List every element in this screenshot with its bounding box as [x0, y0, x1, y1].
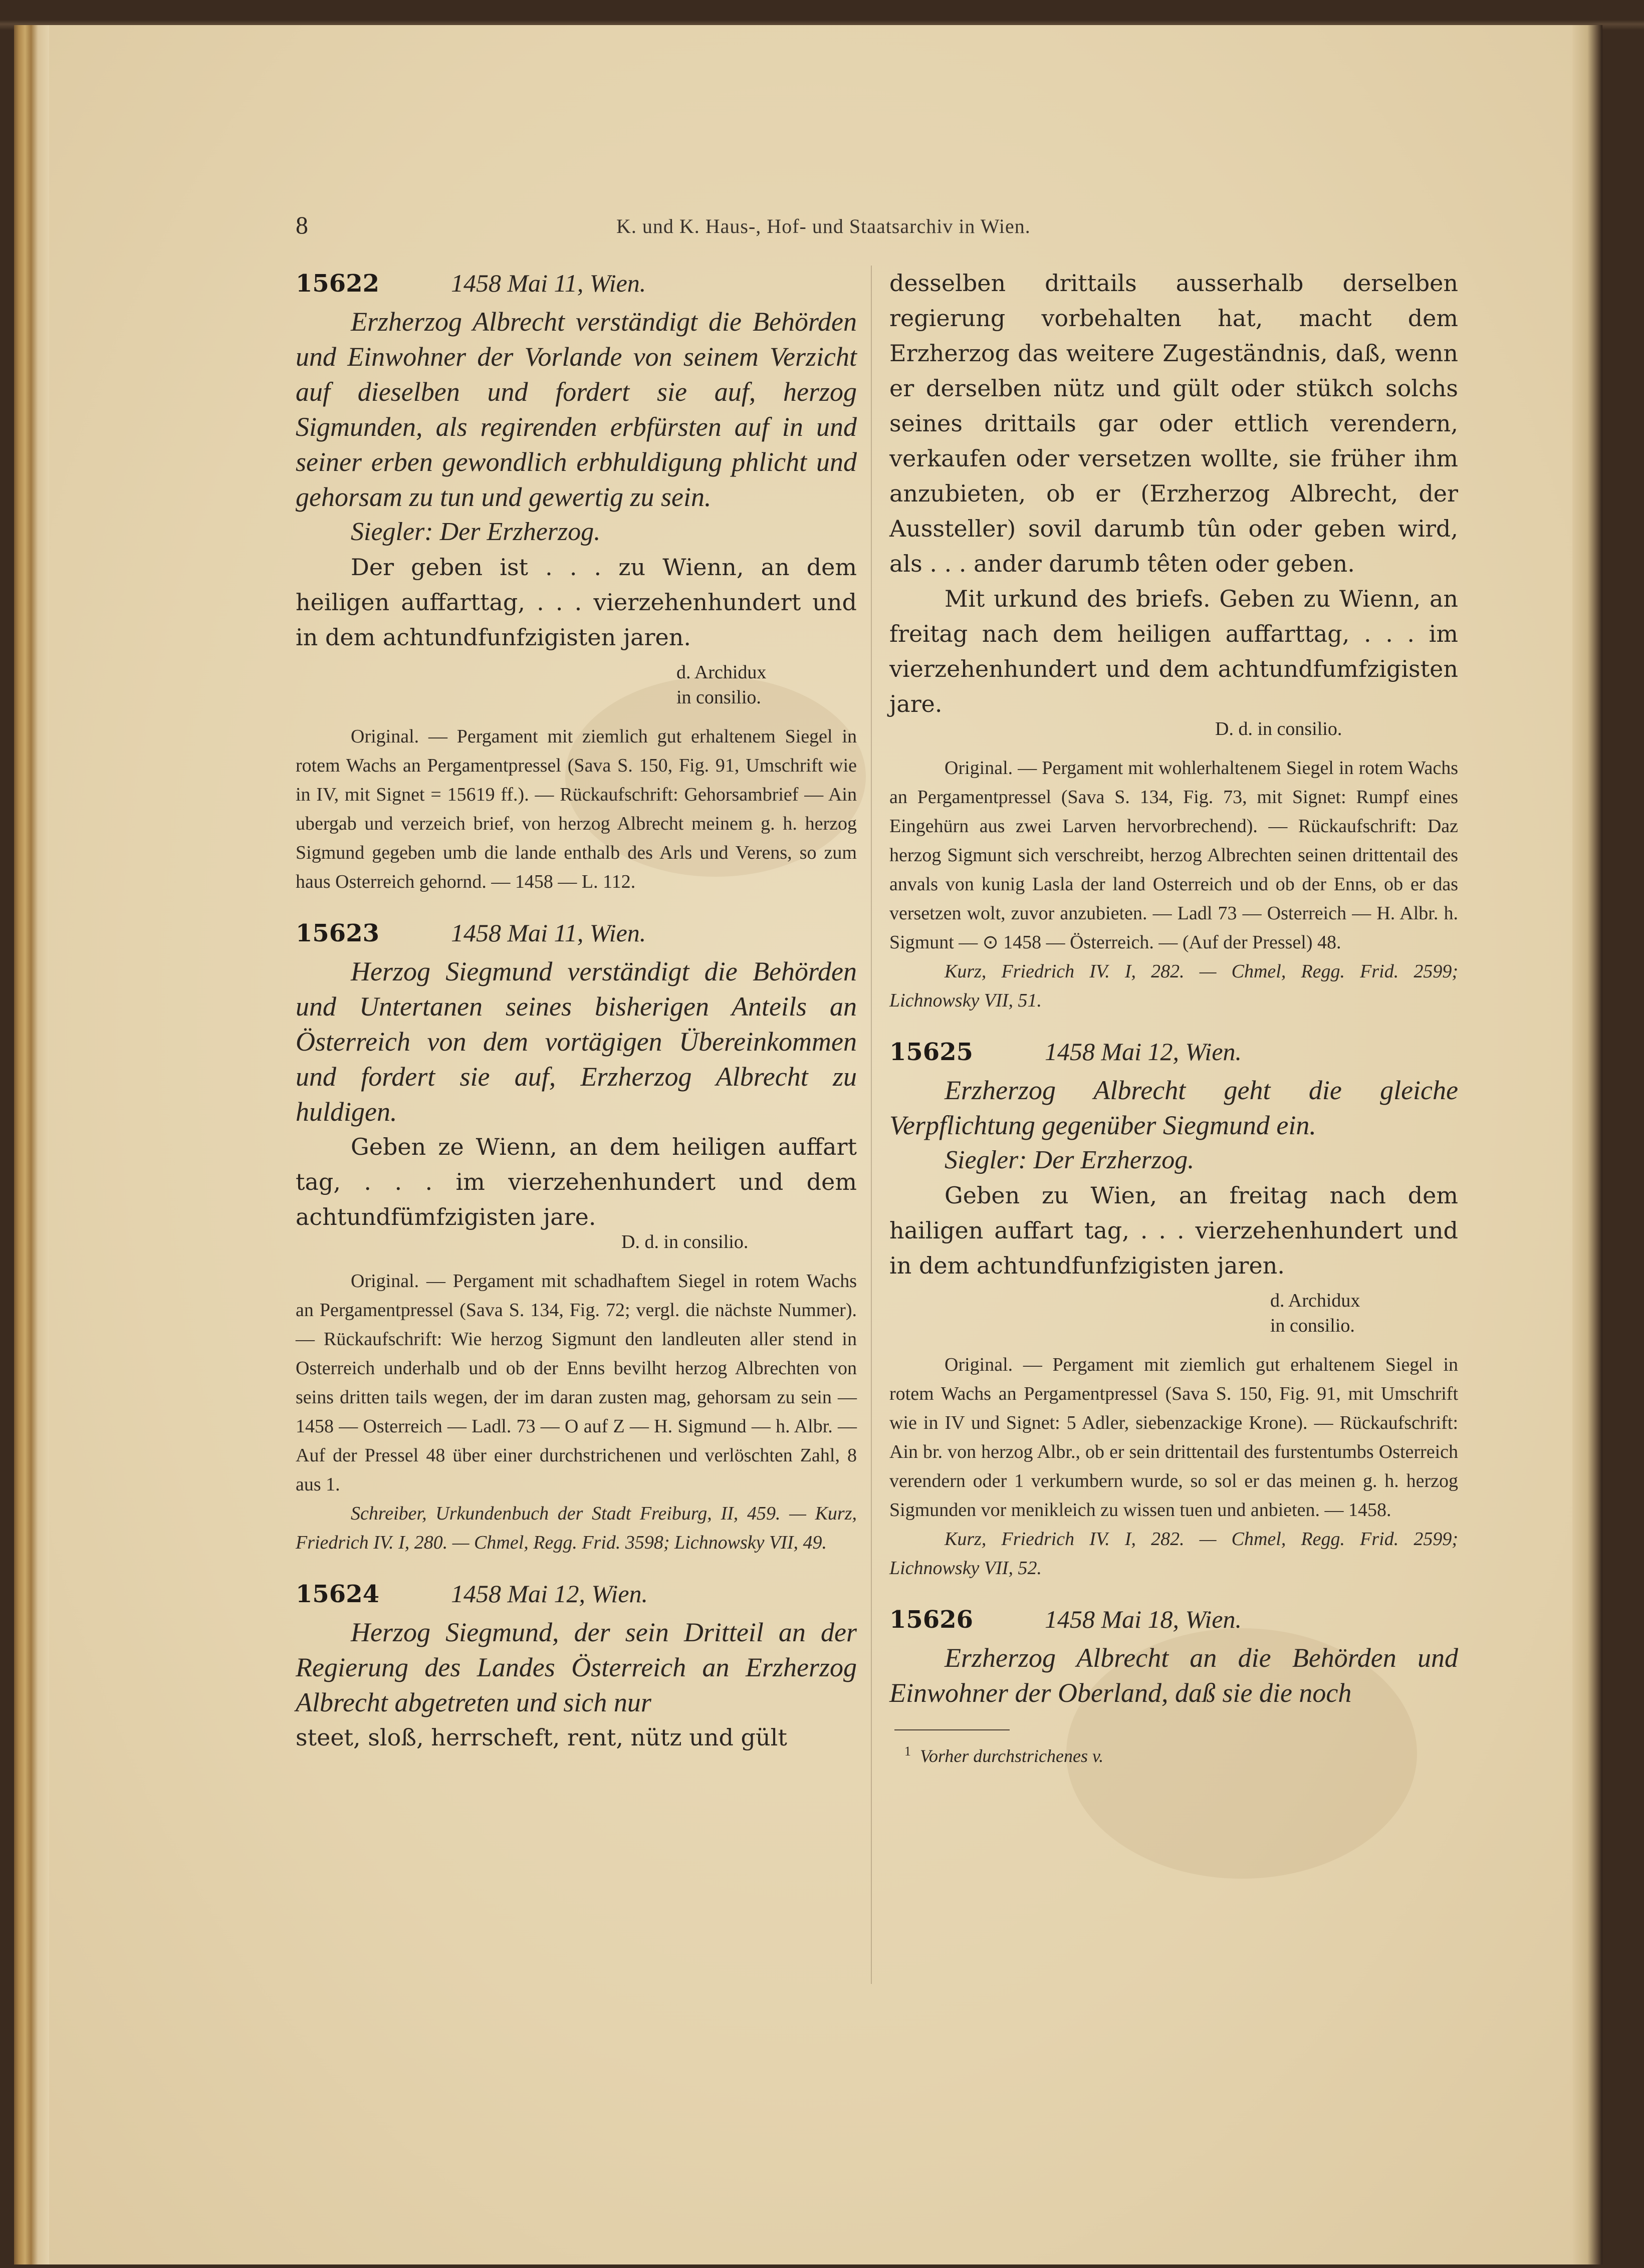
footnote: [889, 1739, 1458, 1768]
signature-line-2: in consilio.: [676, 687, 761, 708]
entry-literature: Kurz, Friedrich IV. I, 282. — Chmel, Regg. Frid. 2599; Lichnowsky VII, 51.: [889, 961, 1458, 1011]
entry-signature: D. d. in consilio.: [1215, 718, 1342, 739]
footnote-rule: [894, 1729, 1010, 1730]
entry-regest: Erzherzog Albrecht geht die gleiche Verpflichtung gegenüber Siegmund ein.: [889, 1075, 1458, 1140]
entry-header: [296, 915, 857, 951]
signature-line-1: d. Archidux: [676, 662, 767, 683]
entry-quote: Der geben ist . . . zu Wienn, an dem heiligen auffarttag, . . . vierzehenhundert und in dem achtundfunfzigisten jaren.: [296, 554, 857, 651]
column-divider: [871, 266, 872, 1984]
page-binding-edge: [14, 25, 49, 2264]
entry-quote: Geben zu Wien, an freitag nach dem hailigen auffart tag, . . . vierzehenhundert und in dem achtundfunfzigisten jaren.: [889, 1182, 1458, 1279]
entry-regest: Herzog Siegmund, der sein Dritteil an der Regierung des Landes Österreich an Erzherzog Albrecht abgetreten und sich nur: [296, 1617, 857, 1717]
entry-header: [296, 266, 857, 301]
entry-signature: D. d. in consilio.: [621, 1231, 749, 1252]
entry-regest: Erzherzog Albrecht verständigt die Behörden und Einwohner der Vorlande von seinem Verzicht auf dieselben und fordert sie auf, herzog Sigmunden, als regirenden erbfürsten auf in und seiner erben gewondlich erbhuldigung phlicht und gehorsam zu tun und gewertig zu sein.: [296, 307, 857, 512]
footnote-text: Vorher durchstrichenes v.: [920, 1746, 1104, 1766]
entry-number: 15622: [296, 270, 379, 298]
entry-number: 15626: [889, 1606, 973, 1634]
right-column: [889, 266, 1458, 1768]
entry-15625: [889, 1034, 1458, 1583]
entry-15624-continued: [889, 266, 1458, 1015]
entry-literature: Schreiber, Urkundenbuch der Stadt Freiburg, II, 459. — Kurz, Friedrich IV. I, 280. — Chmel, Regg. Frid. 3598; Lichnowsky VII, 49.: [296, 1503, 857, 1553]
entry-15624: [296, 1576, 857, 1755]
entry-siegler: Siegler: Der Erzherzog.: [945, 1146, 1195, 1174]
entry-regest: Herzog Siegmund verständigt die Behörden und Untertanen seines bisherigen Anteils an Österreich von dem vortägigen Übereinkommen und fordert sie auf, Erzherzog Albrecht zu huldigen.: [296, 956, 857, 1127]
entry-quote: Mit urkund des briefs. Geben zu Wienn, an freitag nach dem heiligen auffarttag, . . . im vierzehenhundert und dem achtundfumfzigisten jare.: [889, 585, 1458, 717]
entry-date: 1458 Mai 12, Wien.: [1045, 1038, 1242, 1066]
entry-header: [889, 1602, 1458, 1637]
page-number: 8: [296, 211, 308, 239]
entry-siegler: Siegler: Der Erzherzog.: [351, 518, 601, 546]
entry-15622: [296, 266, 857, 896]
entry-notes: Original. — Pergament mit ziemlich gut erhaltenem Siegel in rotem Wachs an Pergamentpressel (Sava S. 150, Fig. 91, Umschrift wie in IV, mit Signet = 15619 ff.). — Rückaufschrift: Gehorsambrief — Ain ubergab und verzeich brief, von herzog Albrecht meinem g. h. herzog Sigmund gegeben umb die lande enthalb des Arls und Verens, so zum haus Osterreich gehornd. — 1458 — L. 112.: [296, 726, 857, 892]
entry-quote: Geben ze Wienn, an dem heiligen auffart tag, . . . im vierzehenhundert und dem achtundfümfzigisten jare.: [296, 1133, 857, 1230]
entry-notes: Original. — Pergament mit ziemlich gut erhaltenem Siegel in rotem Wachs an Pergamentpressel (Sava S. 150, Fig. 91, mit Umschrift wie in IV und Signet: 5 Adler, siebenzackige Krone). — Rückaufschrift: Ain br. von herzog Albr., ob er sein drittentail des furstentumbs Osterreich verendern oder 1 verkumbern wurde, so sol er das meinen g. h. herzog Sigmunden vor menikleich zu wissen tuen und anbieten. — 1458.: [889, 1354, 1458, 1521]
entry-signature: [296, 660, 857, 710]
page-outer-edge: [1572, 25, 1602, 2264]
entry-regest-tail: steet, sloß, herrscheft, rent, nütz und gült: [296, 1724, 787, 1751]
entry-literature: Kurz, Friedrich IV. I, 282. — Chmel, Regg. Frid. 2599; Lichnowsky VII, 52.: [889, 1529, 1458, 1579]
entry-notes: Original. — Pergament mit schadhaftem Siegel in rotem Wachs an Pergamentpressel (Sava S. 134, Fig. 72; vergl. die nächste Nummer). — Rückaufschrift: Wie herzog Sigmunt den landleuten aller stend in Osterreich underhalb und ob der Enns bevilht herzog Albrechten von seins dritten tails wegen, der im daran zusten mag, gehorsam zu sein — 1458 — Osterreich — Ladl. 73 — O auf Z — H. Sigmund — h. Albr. — Auf der Pressel 48 über einer durchstrichenen und verlöschten Zahl, 8 aus 1.: [296, 1271, 857, 1495]
entry-number: 15624: [296, 1580, 379, 1608]
running-header: [281, 210, 1428, 240]
entry-notes: Original. — Pergament mit wohlerhaltenem Siegel in rotem Wachs an Pergamentpressel (Sava S. 134, Fig. 73, mit Signet: Rumpf eines Eingehürn aus zwei Larven hervorbrechend). — Rückaufschrift: Daz herzog Sigmunt sich verschreibt, herzog Albrechten seinen drittentail des anvals von kunig Lasla der land Osterreich und ob der Enns, ob er das versetzen wolt, zuvor anzubieten. — Ladl 73 — Osterreich — H. Albr. h. Sigmunt — ⊙ 1458 — Österreich. — (Auf der Pressel) 48.: [889, 758, 1458, 953]
entry-date: 1458 Mai 12, Wien.: [451, 1580, 648, 1608]
footnote-marker: 1: [904, 1744, 911, 1758]
entry-number: 15623: [296, 919, 379, 947]
entry-15626: [889, 1602, 1458, 1710]
entry-15623: [296, 915, 857, 1557]
entry-signature: [889, 1288, 1458, 1338]
entry-continuation: desselben drittails ausserhalb derselben regierung vorbehalten hat, macht dem Erzherzog das weitere Zugeständnis, daß, wenn er derselben nütz und gült oder stükch solchs seines drittails gar oder ettlich verendern, verkaufen oder versetzen wollte, sie früher ihm anzubieten, ob er (Erzherzog Albrecht, der Aussteller) sovil darumb tûn oder geben wird, als . . . ander darumb têten oder geben.: [889, 270, 1458, 577]
signature-line-2: in consilio.: [1270, 1315, 1355, 1336]
entry-date: 1458 Mai 11, Wien.: [451, 919, 646, 947]
entry-regest: Erzherzog Albrecht an die Behörden und Einwohner der Oberland, daß sie die noch: [889, 1643, 1458, 1708]
signature-line-1: d. Archidux: [1270, 1290, 1360, 1311]
entry-number: 15625: [889, 1038, 973, 1066]
entry-date: 1458 Mai 11, Wien.: [451, 269, 646, 297]
entry-header: [296, 1576, 857, 1612]
entry-date: 1458 Mai 18, Wien.: [1045, 1605, 1242, 1633]
running-title: K. und K. Haus-, Hof- und Staatsarchiv in Wien.: [616, 215, 1031, 237]
left-column: [296, 266, 857, 1774]
entry-header: [889, 1034, 1458, 1070]
